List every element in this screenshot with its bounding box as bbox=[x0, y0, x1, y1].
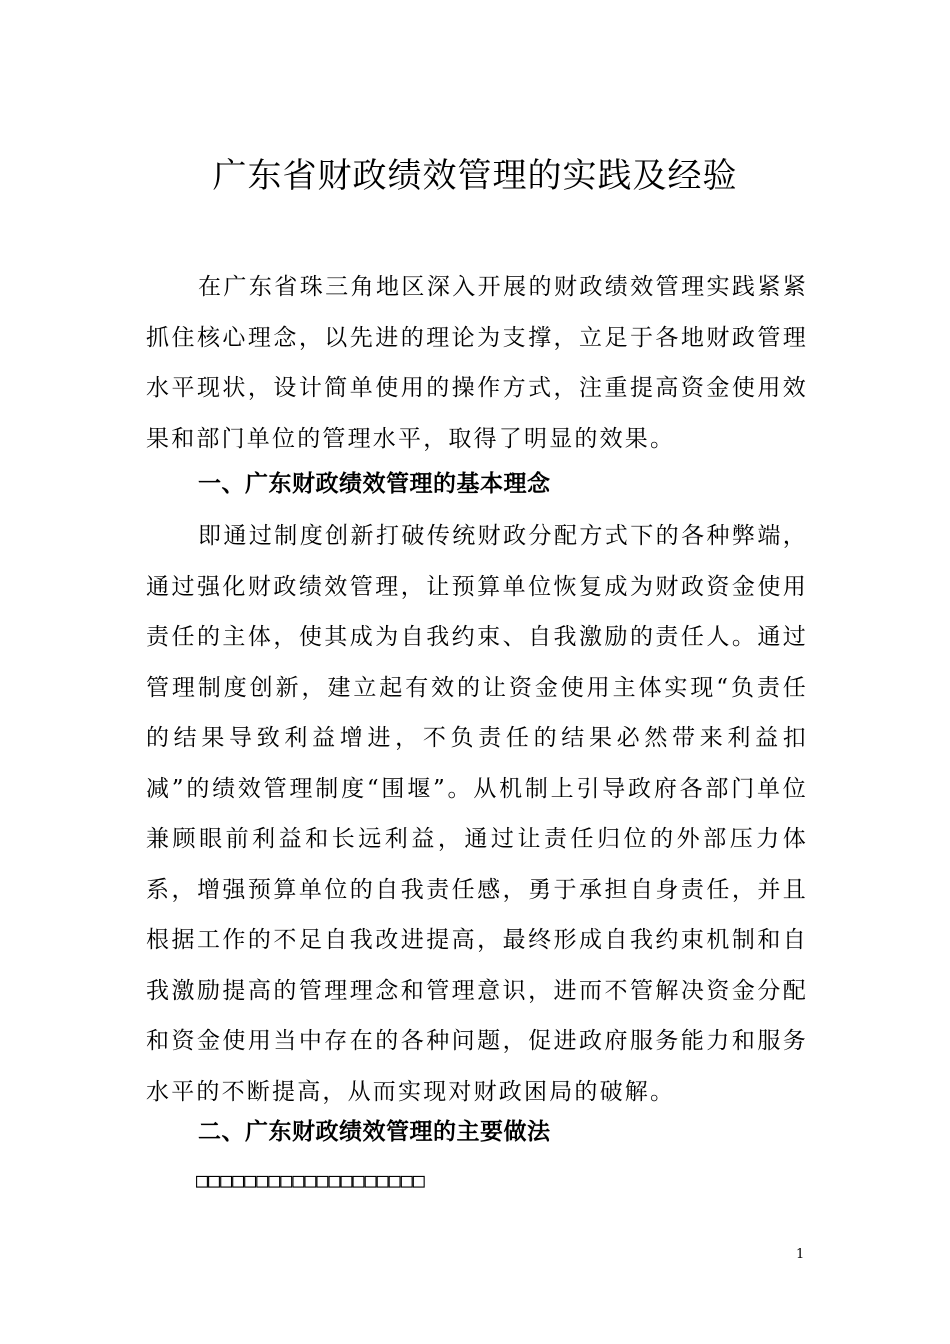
section-heading-2: 二、广东财政绩效管理的主要做法 bbox=[198, 1119, 551, 1145]
page-number: 1 bbox=[796, 1247, 805, 1262]
section-heading-1: 一、广东财政绩效管理的基本理念 bbox=[198, 471, 551, 497]
unrendered-text-line: □□□□□□□□□□□□□□□□□□□ bbox=[196, 1168, 425, 1192]
document-title: 广东省财政绩效管理的实践及经验 bbox=[212, 156, 738, 196]
section-1-paragraph: 即通过制度创新打破传统财政分配方式下的各种弊端，通过强化财政绩效管理，让预算单位恢复成为财政资金使用责任的主体，使其成为自我约束、自我激励的责任人。通过管理制度创新，建立起有效的让资金使用主体实现“负责任的结果导致利益增进，不负责任的结果必然带来利益扣减”的绩效管理制度“围堰”。从机制上引导政府各部门单位兼顾眼前利益和长远利益，通过让责任归位的外部压力体系，增强预算单位的自我责任感，勇于承担自身责任，并且根据工作的不足自我改进提高，最终形成自我约束机制和自我激励提高的管理理念和管理意识，进而不管解决资金分配和资金使用当中存在的各种问题，促进政府服务能力和服务水平的不断提高，从而实现对财政困局的破解。 bbox=[146, 523, 808, 1105]
intro-paragraph: 在广东省珠三角地区深入开展的财政绩效管理实践紧紧抓住核心理念，以先进的理论为支撑，立足于各地财政管理水平现状，设计简单使用的操作方式，注重提高资金使用效果和部门单位的管理水平，取得了明显的效果。 bbox=[146, 274, 808, 452]
